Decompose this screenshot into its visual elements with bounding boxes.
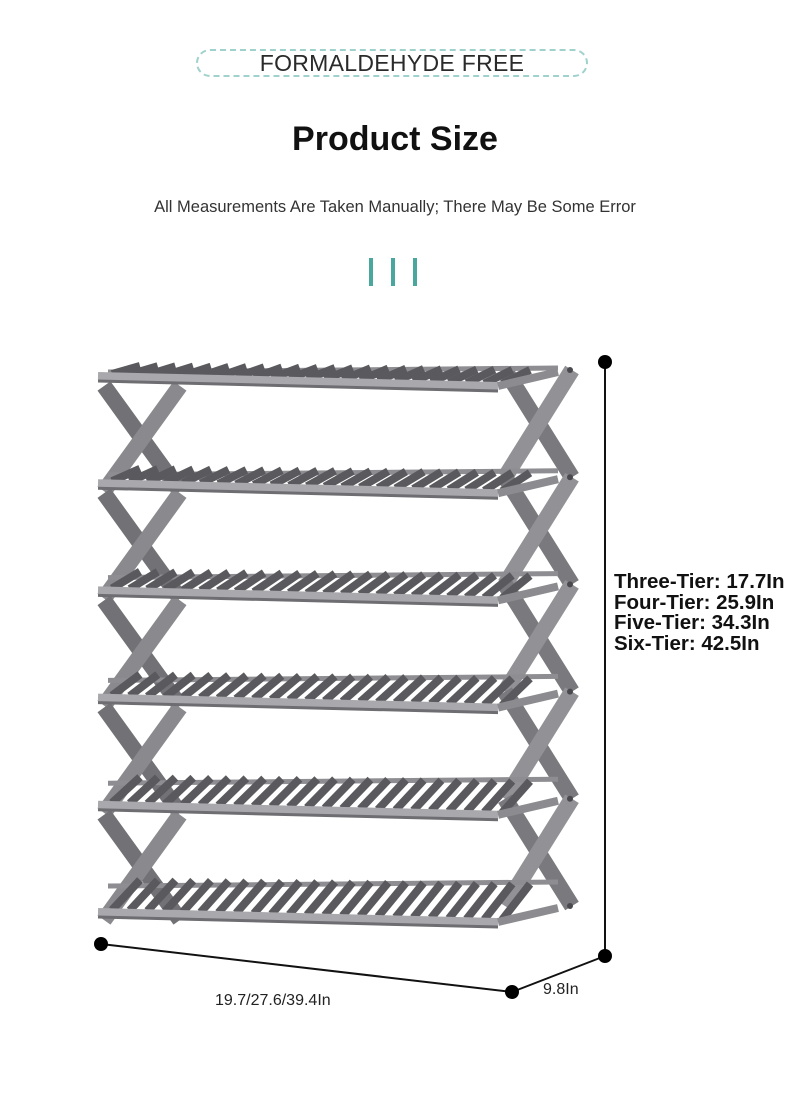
hinge-bolt [567, 796, 573, 802]
shelf [98, 469, 558, 498]
shelf [98, 572, 558, 606]
hinge-bolt [567, 367, 573, 373]
rack-frame [104, 367, 573, 921]
shelf [98, 880, 558, 927]
hinge-bolt [567, 689, 573, 695]
height-dimension-label: Three-Tier: 17.7In Four-Tier: 25.9In Five-Tier: 34.3In Six-Tier: 42.5In [614, 570, 785, 655]
shelf [98, 366, 558, 391]
shelf [98, 674, 558, 712]
hinge-bolt [567, 581, 573, 587]
page-title: Product Size [292, 120, 498, 158]
hinge-bolt [567, 903, 573, 909]
width-dimension-label: 19.7/27.6/39.4In [215, 992, 331, 1009]
badge-text: FORMALDEHYDE FREE [259, 49, 525, 76]
hinge-bolt [567, 474, 573, 480]
shelf [98, 777, 558, 820]
measurement-note: All Measurements Are Taken Manually; There May Be Some Error [154, 198, 636, 216]
depth-dimension-label: 9.8In [543, 981, 579, 998]
